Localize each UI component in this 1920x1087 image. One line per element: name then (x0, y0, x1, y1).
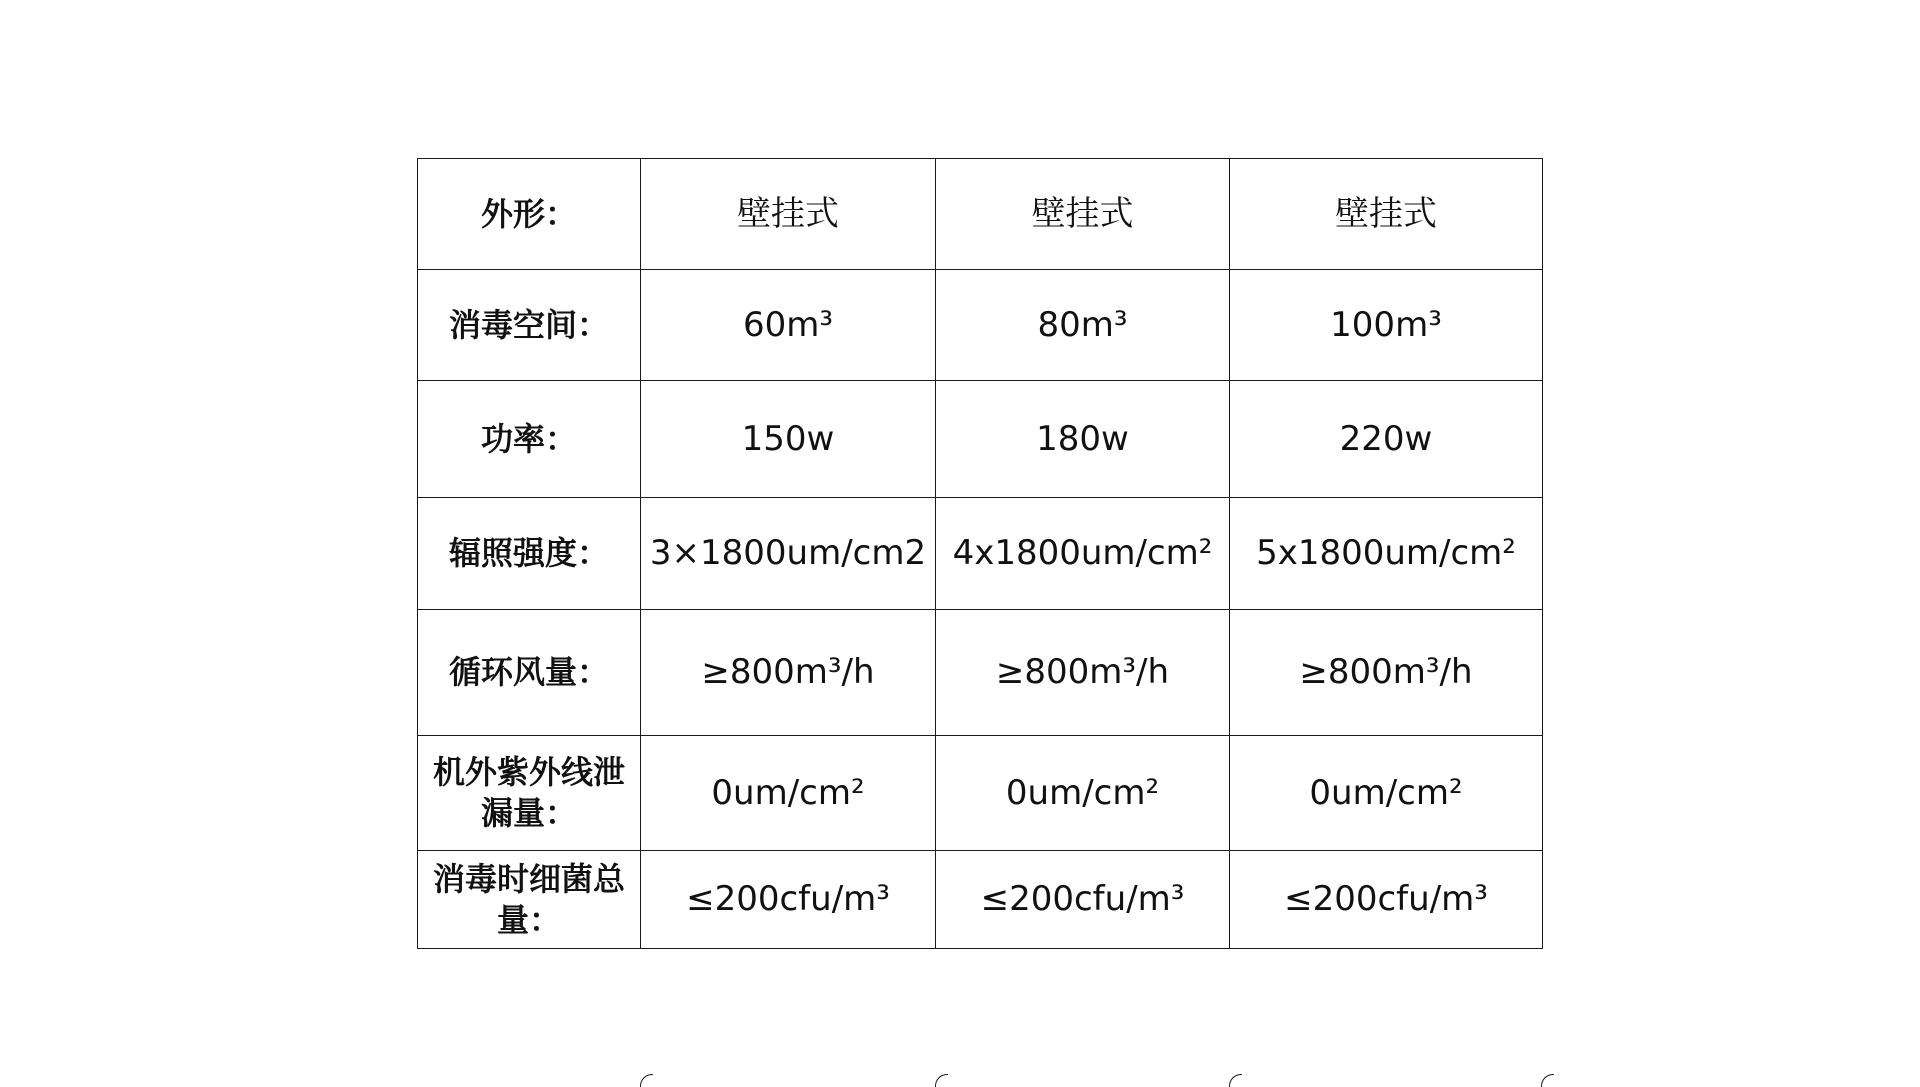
table-row-uv-leakage (418, 736, 1543, 851)
cell-value: 100m³ (1230, 270, 1543, 381)
cell-value: ≥800m³/h (641, 610, 936, 736)
cell-value: 3×1800um/cm2 (641, 498, 936, 610)
table-row-disinfection-space (418, 270, 1543, 381)
cell-value: 0um/cm² (936, 736, 1230, 851)
table-row-airflow (418, 610, 1543, 736)
row-label: 外形： (418, 159, 641, 270)
cell-value: 0um/cm² (1230, 736, 1543, 851)
cell-value: ≤200cfu/m³ (936, 851, 1230, 949)
cell-value: 壁挂式 (936, 159, 1230, 270)
row-label: 循环风量： (418, 610, 641, 736)
decorative-stroke (1229, 1074, 1242, 1087)
row-label: 功率： (418, 381, 641, 498)
cell-value: 壁挂式 (641, 159, 936, 270)
cell-value: 4x1800um/cm² (936, 498, 1230, 610)
cell-value: ≥800m³/h (1230, 610, 1543, 736)
table-row-irradiance (418, 498, 1543, 610)
decorative-stroke (1541, 1074, 1554, 1087)
table-row-power (418, 381, 1543, 498)
cell-value: 0um/cm² (641, 736, 936, 851)
cell-value: ≤200cfu/m³ (1230, 851, 1543, 949)
spec-table (417, 158, 1543, 949)
decorative-stroke (935, 1074, 948, 1087)
cell-value: 150w (641, 381, 936, 498)
table-row-shape (418, 159, 1543, 270)
row-label: 消毒空间： (418, 270, 641, 381)
cell-value: 220w (1230, 381, 1543, 498)
cell-value: 180w (936, 381, 1230, 498)
cell-value: ≤200cfu/m³ (641, 851, 936, 949)
cell-value: 壁挂式 (1230, 159, 1543, 270)
cell-value: ≥800m³/h (936, 610, 1230, 736)
cell-value: 5x1800um/cm² (1230, 498, 1543, 610)
row-label: 辐照强度： (418, 498, 641, 610)
table-row-bacteria-count (418, 851, 1543, 949)
row-label: 机外紫外线泄漏量： (418, 736, 641, 851)
row-label: 消毒时细菌总量： (418, 851, 641, 949)
decorative-stroke (640, 1074, 653, 1087)
cell-value: 60m³ (641, 270, 936, 381)
cell-value: 80m³ (936, 270, 1230, 381)
